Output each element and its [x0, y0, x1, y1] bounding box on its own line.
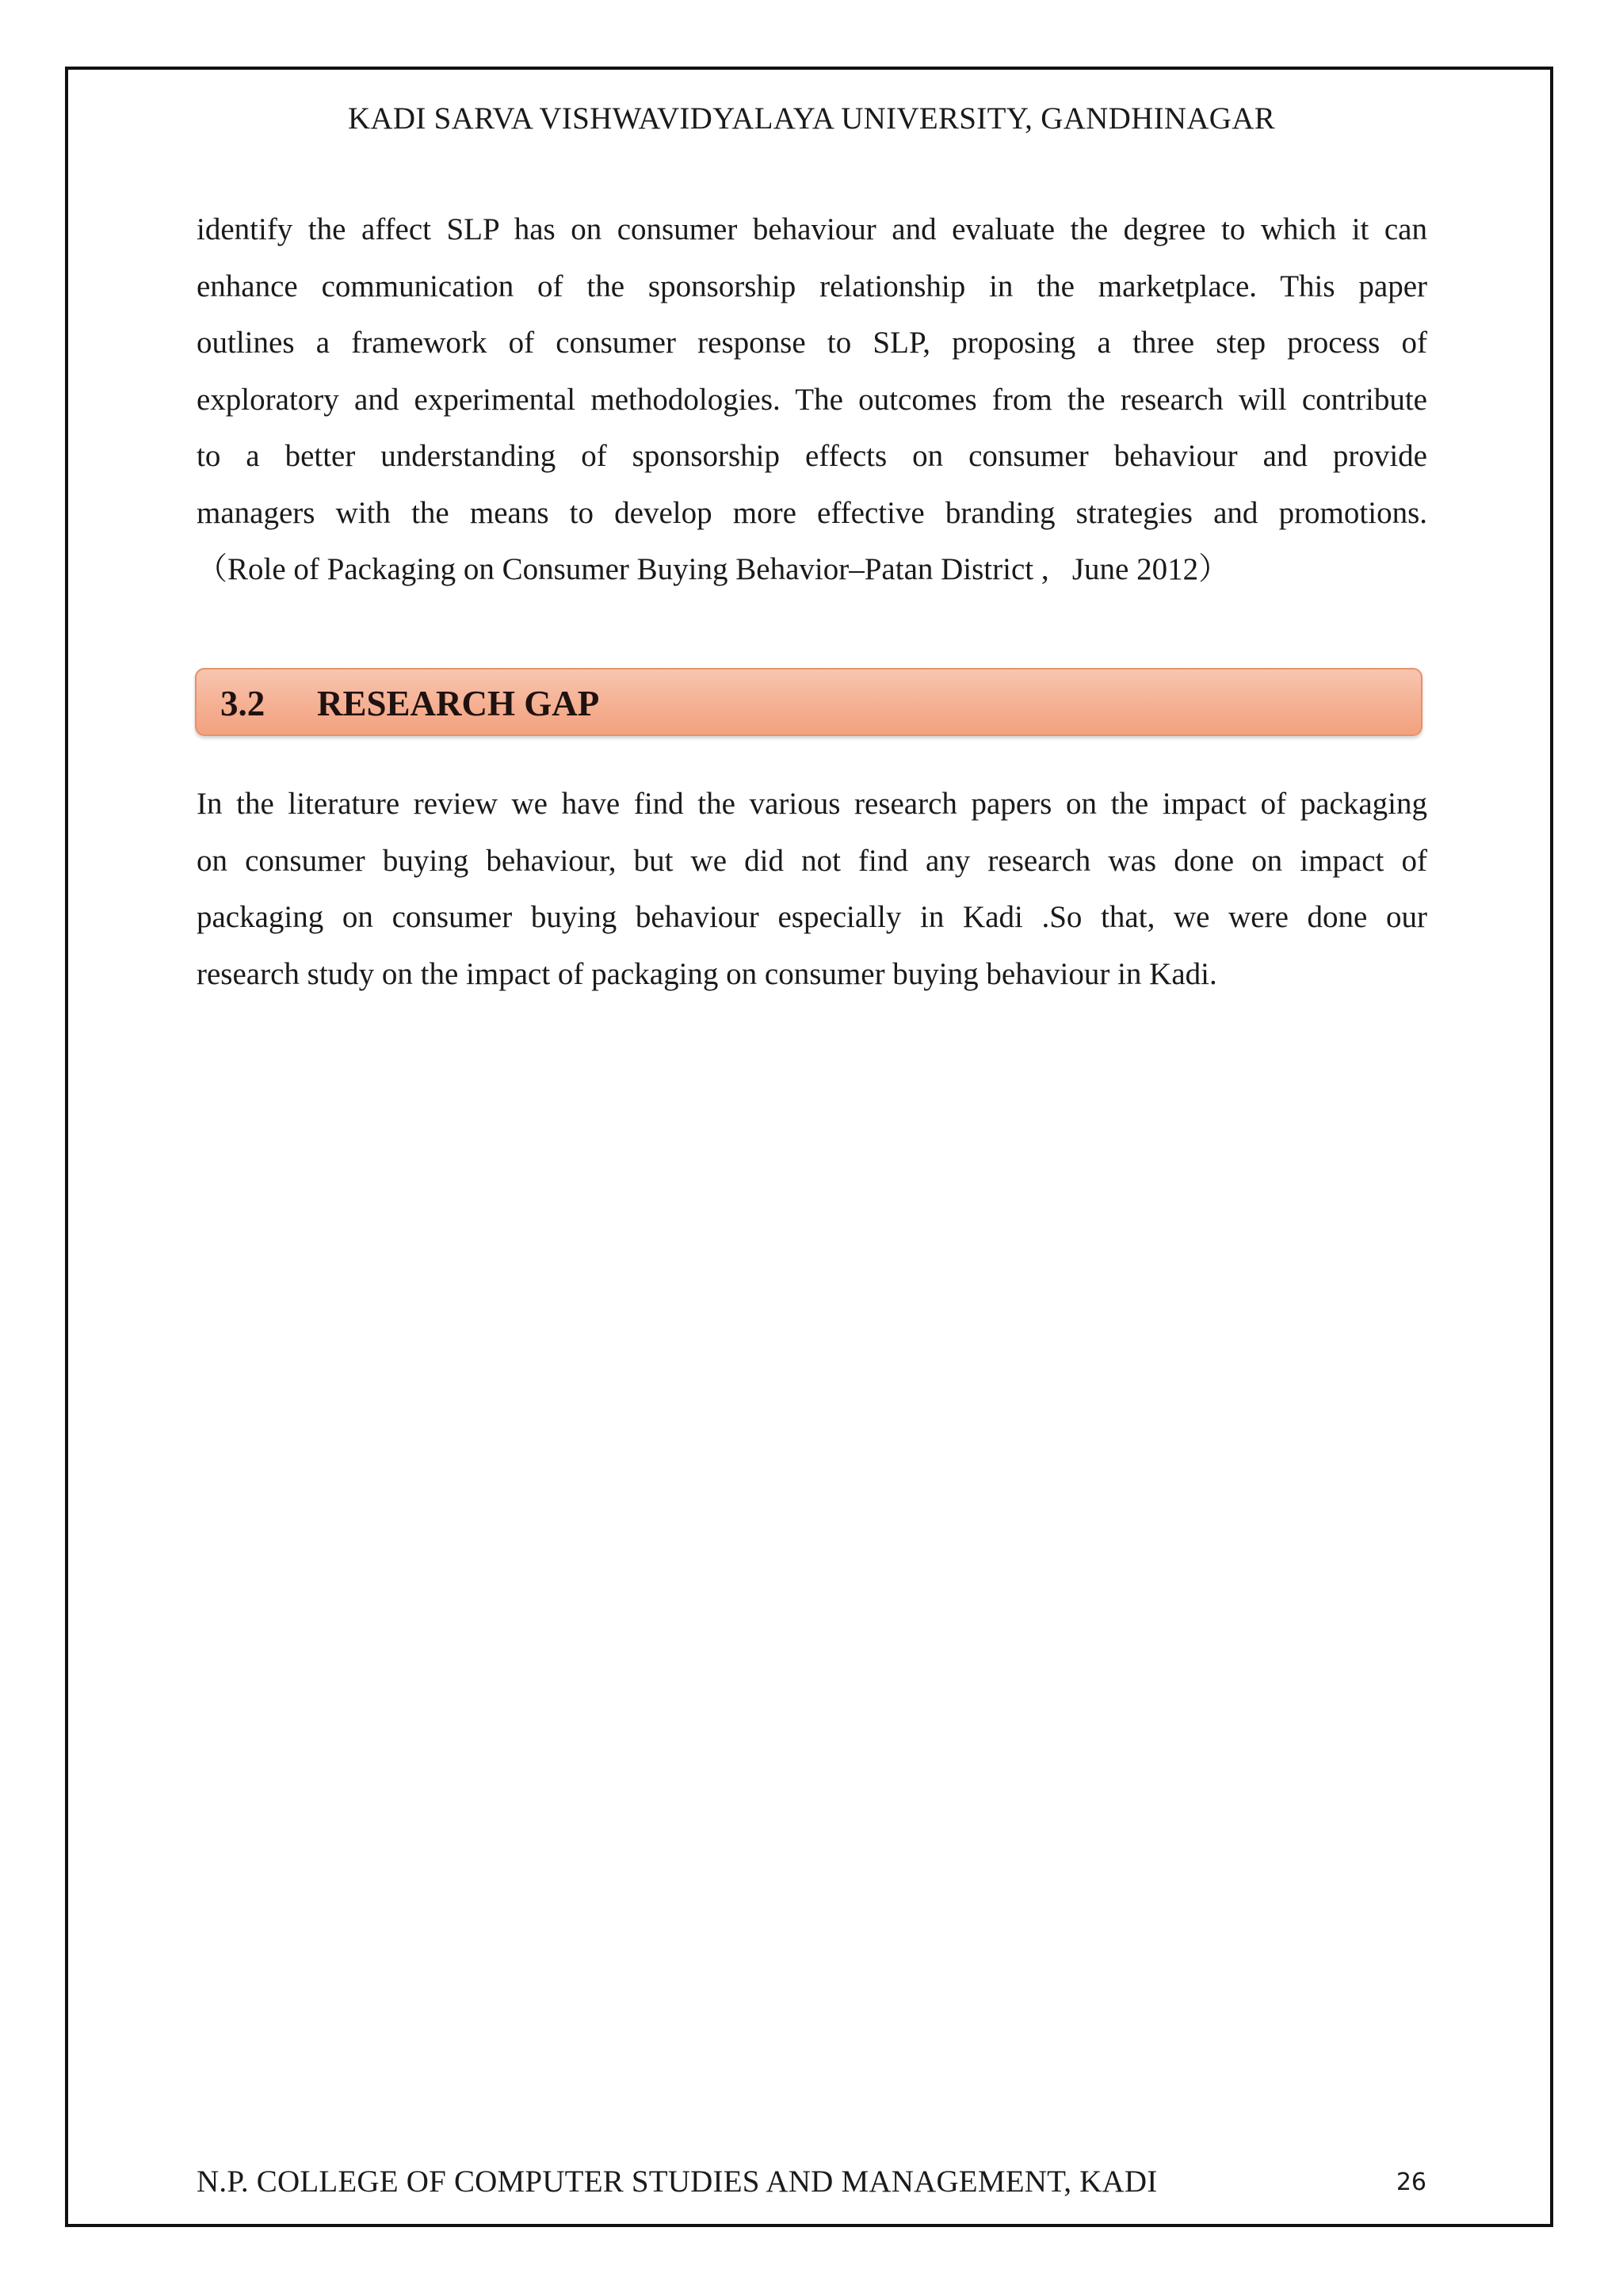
- paragraph-line: managers with the means to develop more effective branding strategies and promotions.: [197, 495, 1427, 530]
- paragraph-line: exploratory and experimental methodologies. The outcomes from the research will contribute: [197, 382, 1427, 417]
- paragraph-line: research study on the impact of packaging on consumer buying behaviour in Kadi.: [197, 956, 1217, 991]
- section-number: 3.2: [220, 684, 265, 723]
- paragraph-line: enhance communication of the sponsorship relationship in the marketplace. This paper: [197, 269, 1427, 303]
- page-number: 26: [1396, 2168, 1426, 2196]
- paragraph-line: outlines a framework of consumer response to SLP, proposing a three step process of: [197, 326, 1427, 360]
- citation: （Role of Packaging on Consumer Buying Behavior–Patan District , June 2012）: [197, 552, 1230, 586]
- page-header: KADI SARVA VISHWAVIDYALAYA UNIVERSITY, GANDHINAGAR: [347, 101, 1276, 135]
- paragraph-sponsorship: [197, 201, 1427, 541]
- section-heading-box: [195, 668, 1423, 736]
- paragraph-line: to a better understanding of sponsorship effects on consumer behaviour and provide: [197, 439, 1427, 473]
- paragraph-line: on consumer buying behaviour, but we did not find any research was done on impact of: [197, 843, 1427, 878]
- page-footer: N.P. COLLEGE OF COMPUTER STUDIES AND MANAGEMENT, KADI: [197, 2164, 1158, 2199]
- section-title: RESEARCH GAP: [317, 684, 600, 723]
- paragraph-line: identify the affect SLP has on consumer behaviour and evaluate the degree to which it can: [197, 212, 1427, 246]
- paragraph-line: packaging on consumer buying behaviour especially in Kadi .So that, we were done our: [197, 900, 1427, 934]
- paragraph-line: In the literature review we have find the various research papers on the impact of packaging: [197, 787, 1427, 821]
- paragraph-research-gap: [197, 776, 1427, 1002]
